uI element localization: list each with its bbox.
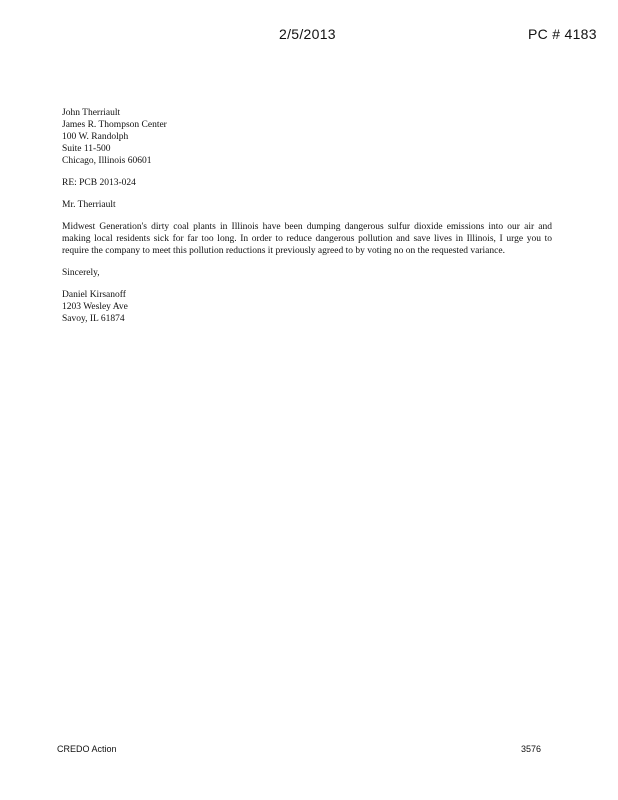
recipient-address: [62, 107, 552, 167]
footer-source: CREDO Action: [57, 744, 117, 754]
header-date: 2/5/2013: [279, 26, 336, 42]
salutation: Mr. Therriault: [62, 200, 116, 210]
recipient-line: 100 W. Randolph: [62, 132, 129, 142]
body-paragraph: Midwest Generation's dirty coal plants in Illinois have been dumping dangerous sulfur dioxide emissions into our air and making local residents sick for far too long. In order to reduce dangerous pollution and save lives in Illinois, I urge you to require the company to meet this pollution reductions it previously agreed to by voting no on the requested variance.: [62, 222, 552, 256]
re-line: RE: PCB 2013-024: [62, 178, 136, 188]
letter-body: [62, 107, 552, 325]
footer-page-number: 3576: [521, 744, 542, 754]
sender-line: Daniel Kirsanoff: [62, 290, 126, 300]
recipient-line: Chicago, Illinois 60601: [62, 156, 152, 166]
sender-address: [62, 289, 552, 325]
recipient-line: John Therriault: [62, 108, 121, 118]
closing: Sincerely,: [62, 268, 100, 278]
sender-line: 1203 Wesley Ave: [62, 302, 128, 312]
recipient-line: James R. Thompson Center: [62, 120, 167, 130]
header-pc-number: PC # 4183: [528, 26, 597, 42]
sender-line: Savoy, IL 61874: [62, 314, 125, 324]
recipient-line: Suite 11-500: [62, 144, 111, 154]
